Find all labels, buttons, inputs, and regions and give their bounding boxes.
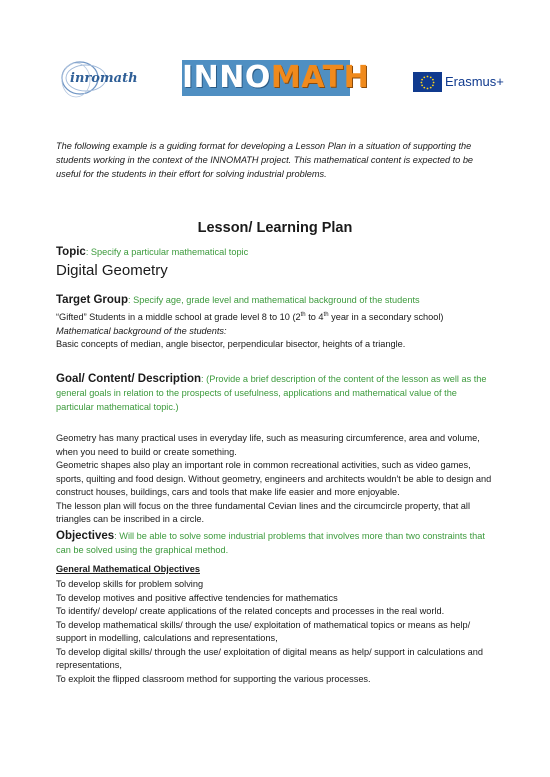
list-item: To identify/ develop/ create applications of the related concepts and processes in the real world. [56, 606, 445, 616]
topic-hint: : Specify a particular mathematical topic [85, 247, 249, 257]
topic-heading [56, 246, 248, 258]
goal-label: Goal/ Content/ Description [56, 373, 202, 385]
general-objectives-title: General Mathematical Objectives [56, 564, 200, 574]
intro-paragraph: The following example is a guiding format for developing a Lesson Plan in a situation of supporting the students working in the context of the INNOMATH project. This mathematical content is expected to be useful for the students in their effort for solving industrial problems. [56, 141, 474, 179]
target-group-line1-b: to 4 [305, 312, 324, 323]
superscript-th-2: th [323, 312, 329, 318]
innomath-circle-logo [56, 58, 138, 98]
objectives-list [56, 578, 496, 686]
goal-hint: : (Provide a brief description of the content of the lesson as well as the general goals in relation to the prospects of usefulness, applications and mathematical value of the particular mathematical topic.) [56, 374, 487, 412]
superscript-th-1: th [300, 312, 306, 318]
list-item: To develop digital skills/ through the use/ exploitation of digital means as help/ support in calculations and representations, [56, 646, 483, 670]
background-label: Mathematical background of the students: [56, 325, 227, 336]
target-group-text [56, 309, 496, 352]
target-group-line1-c: year in a secondary school) [328, 312, 444, 323]
erasmus-logo [413, 72, 504, 94]
background-text: Basic concepts of median, angle bisector, perpendicular bisector, heights of a triangle. [56, 339, 406, 350]
target-group-line1 [56, 309, 496, 325]
target-group-heading [56, 294, 420, 306]
erasmus-label: Erasmus+ [445, 74, 504, 89]
target-group-hint: : Specify age, grade level and mathematical background of the students [127, 295, 420, 305]
list-item: To exploit the flipped classroom method for supporting the various processes. [56, 673, 371, 684]
topic-value: Digital Geometry [56, 262, 168, 279]
goal-heading [56, 372, 496, 414]
topic-label: Topic [56, 246, 86, 258]
logo-math-text: MATH [270, 60, 370, 95]
target-group-line1-a: “Gifted” Students in a middle school at grade level 8 to 10 (2 [56, 312, 301, 323]
list-item: To develop motives and positive affective tendencies for mathematics [56, 592, 338, 603]
goal-paragraph: Geometry has many practical uses in everyday life, such as measuring circumference, area and volume, when you need to build or create something. Geometric shapes also play an important role in common recreational activities, such as video games, sports, quilting and food design. Without geometry, engineers and architects wouldn't be able to design and construct houses, buildings, cars and tools that make life easier and more enjoyable. The lesson plan will focus on the three fundamental Cevian lines and the circumcircle property, that all triangles can be inscribed in a circle. [56, 433, 492, 524]
objectives-label: Objectives [56, 530, 115, 542]
page-title: Lesson/ Learning Plan [197, 220, 353, 236]
objectives-heading [56, 529, 496, 557]
innomath-banner-logo [182, 60, 370, 96]
objectives-hint: : Will be able to solve some industrial problems that involves more than two constraints that can be solved using the graphical method. [56, 531, 485, 555]
eu-flag-icon [413, 72, 442, 92]
logo-inno-text: INNO [182, 60, 271, 95]
list-item: To develop mathematical skills/ through the use/ exploitation of mathematical topics or means as help/ support in modelling, calculations and representations, [56, 619, 471, 643]
list-item: To develop skills for problem solving [56, 579, 204, 589]
target-group-label: Target Group [56, 294, 128, 306]
left-logo-text: inromath [70, 71, 138, 86]
